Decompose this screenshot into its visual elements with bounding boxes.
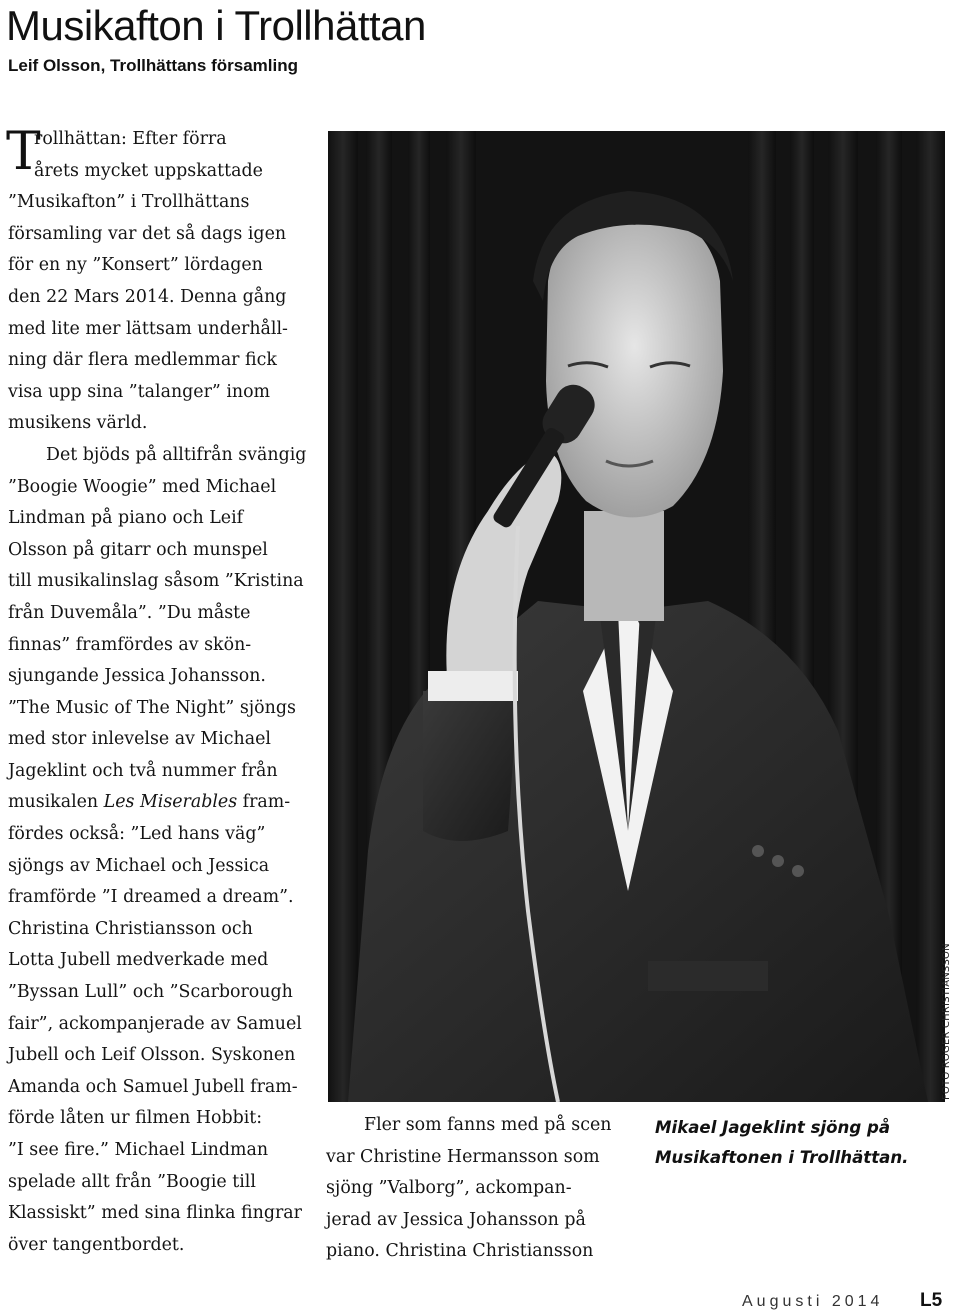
text-line: med stor inlevelse av Michael (8, 729, 271, 750)
text-line: fair”, ackompanjerade av Samuel (8, 1013, 302, 1034)
text-line: från Duvemåla”. ”Du måste (8, 602, 251, 623)
text-line: spelade allt från ”Boogie till (8, 1171, 256, 1192)
text-line: Jageklint och två nummer från (8, 760, 278, 781)
text-line: för en ny ”Konsert” lördagen (8, 255, 263, 276)
text-line: Lotta Jubell medverkade med (8, 950, 269, 971)
article-column-1 (8, 124, 318, 1261)
issue-date: Augusti 2014 (742, 1293, 884, 1310)
text-line: den 22 Mars 2014. Denna gång (8, 286, 287, 307)
drop-cap: T (6, 122, 41, 182)
photo-caption (655, 1113, 945, 1173)
text-line: Klassiskt” med sina flinka fingrar (8, 1203, 302, 1224)
text-line: Fler som fanns med på scen (364, 1115, 612, 1135)
text-line: årets mycket uppskattade (34, 160, 263, 181)
text-line: ning där flera medlemmar fick (8, 350, 277, 371)
caption-line: Mikael Jageklint sjöng på (655, 1118, 891, 1137)
text-line: sjöng ”Valborg”, ackompan- (326, 1178, 572, 1199)
text-line: framförde ”I dreamed a dream”. (8, 887, 294, 908)
text-line: piano. Christina Christiansson (326, 1241, 594, 1262)
text-line: Jubell och Leif Olsson. Syskonen (8, 1045, 296, 1066)
text-line: förde låten ur filmen Hobbit: (8, 1108, 263, 1129)
text-line: ”Boogie Woogie” med Michael (8, 476, 277, 497)
text-line: församling var det så dags igen (8, 223, 287, 244)
musical-title: Les Miserables (103, 792, 238, 813)
article-column-2 (326, 1110, 626, 1268)
text-line: jerad av Jessica Johansson på (326, 1209, 586, 1230)
text-line: Det bjöds på alltifrån svängig (46, 444, 307, 465)
article-title: Musikafton i Trollhättan (6, 2, 426, 49)
text-line: Christina Christiansson och (8, 918, 253, 939)
text-line: över tangentbordet. (8, 1234, 185, 1255)
page-number: L5 (920, 1290, 943, 1311)
article-byline: Leif Olsson, Trollhättans församling (8, 56, 298, 75)
text-line: Amanda och Samuel Jubell fram- (8, 1076, 298, 1097)
text-line: ”I see fire.” Michael Lindman (8, 1140, 269, 1160)
text-line: finnas” framfördes av skön- (8, 634, 252, 655)
text-line: var Christine Hermansson som (326, 1146, 600, 1167)
text-line: med lite mer lättsam underhåll- (8, 318, 288, 339)
caption-line: Musikaftonen i Trollhättan. (655, 1148, 909, 1167)
text-line: sjungande Jessica Johansson. (8, 666, 266, 687)
text-line: ”The Music of The Night” sjöngs (8, 697, 296, 718)
text-fragment: musikalen (8, 792, 104, 813)
text-line: rollhättan: Efter förra (34, 129, 227, 149)
text-line: ”Musikafton” i Trollhättans (8, 192, 250, 213)
text-line: visa upp sina ”talanger” inom (8, 381, 271, 402)
singer-photo (328, 131, 945, 1102)
text-line: Olsson på gitarr och munspel (8, 539, 268, 560)
text-line: musikens värld. (8, 413, 148, 434)
text-fragment: fram- (237, 792, 291, 813)
text-line: till musikalinslag såsom ”Kristina (8, 571, 304, 592)
text-line: fördes också: ”Led hans väg” (8, 824, 266, 845)
text-line: ”Byssan Lull” och ”Scarborough (8, 982, 293, 1003)
singer-photo-illustration (328, 131, 945, 1102)
text-line: Lindman på piano och Leif (8, 508, 244, 529)
text-line-with-italic (8, 787, 318, 819)
photo-credit: FOTO ROGER CHRISTIANSSON (941, 943, 952, 1100)
text-line: sjöngs av Michael och Jessica (8, 855, 270, 876)
